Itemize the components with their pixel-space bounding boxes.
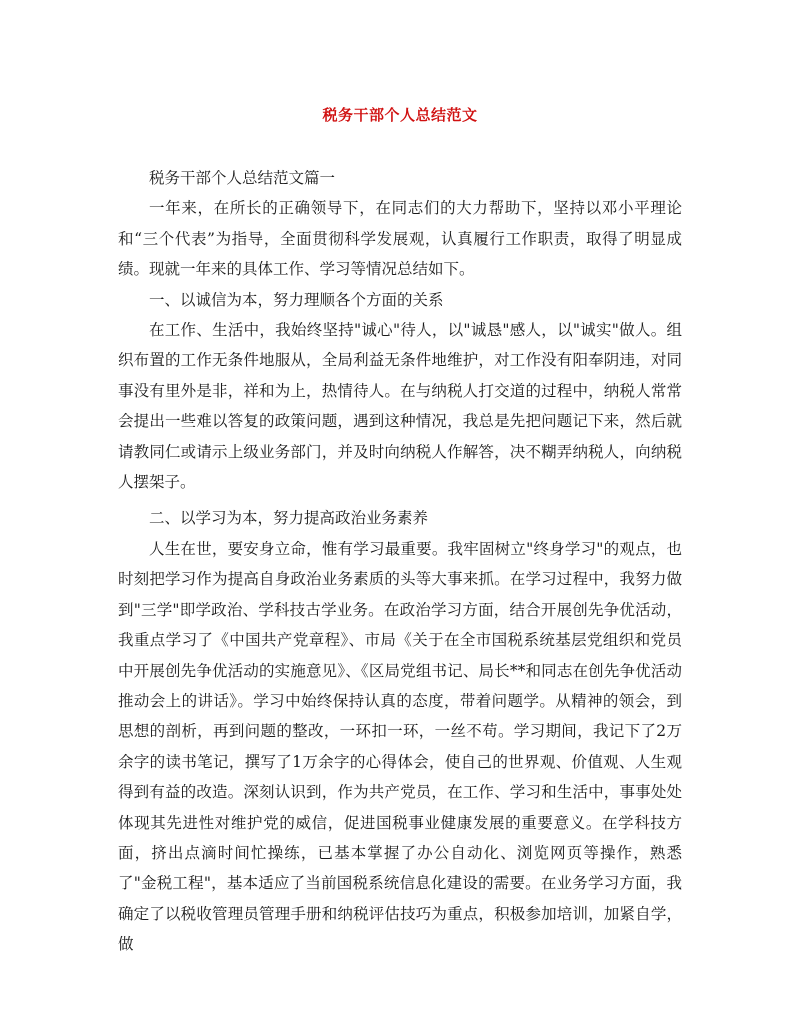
paragraph: 人生在世，要安身立命，惟有学习最重要。我牢固树立"终身学习"的观点，也时刻把学习作为提高自身政治业务素质的头等大事来抓。在学习过程中，我努力做到"三学"即学政治、学科技古学业务。在政治学习方面，结合开展创先争优活动，我重点学习了《中国共产党章程》、市局《关于在全市国税系统基层党组织和党员中开展创先争优活动的实施意见》、《区局党组书记、局长**和同志在创先争优活动推动会上的讲话》。学习中始终保持认真的态度，带着问题学。从精神的领会，到思想的剖析，再到问题的整改，一环扣一环，一丝不苟。学习期间，我记下了2万余字的读书笔记，撰写了1万余字的心得体会，使自己的世界观、价值观、人生观得到有益的改造。深刻认识到，作为共产党员，在工作、学习和生活中，事事处处体现其先进性对维护党的威信，促进国税事业健康发展的重要意义。在学科技方面，挤出点滴时间忙操练，已基本掌握了办公自动化、浏览网页等操作，熟悉了"金税工程"，基本适应了当前国税系统信息化建设的需要。在业务学习方面，我确定了以税收管理员管理手册和纳税评估技巧为重点，积极参加培训，加紧自学，做 xyxy=(118,539,682,954)
document-title: 税务干部个人总结范文 xyxy=(322,106,478,124)
document-body xyxy=(118,163,682,960)
paragraph: 在工作、生活中，我始终坚持"诚心"待人，以"诚恳"感人，以"诚实"做人。组织布置的工作无条件地服从，全局利益无条件地维护，对工作没有阳奉阴违，对同事没有里外是非，祥和为上，热情待人。在与纳税人打交道的过程中，纳税人常常会提出一些难以答复的政策问题，遇到这种情况，我总是先把问题记下来，然后就请教同仁或请示上级业务部门，并及时向纳税人作解答，决不糊弄纳税人，向纳税人摆架子。 xyxy=(118,321,682,492)
section-heading: 税务干部个人总结范文篇一 xyxy=(149,169,336,187)
section-heading: 一、以诚信为本，努力理顺各个方面的关系 xyxy=(149,290,444,309)
section-heading: 二、以学习为本，努力提高政治业务素养 xyxy=(149,509,429,528)
paragraph: 一年来，在所长的正确领导下，在同志们的大力帮助下，坚持以邓小平理论和“三个代表”为指导，全面贯彻科学发展观，认真履行工作职责，取得了明显成绩。现就一年来的具体工作、学习等情况总结如下。 xyxy=(118,199,682,279)
